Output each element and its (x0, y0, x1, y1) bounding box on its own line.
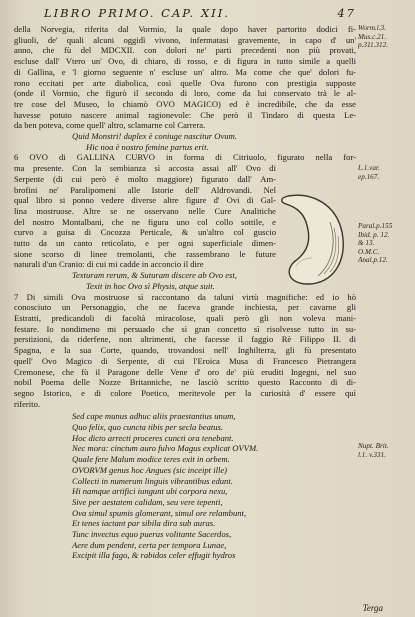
verse-line: Aere dum pendent, certa per tempora Lunae, (72, 539, 227, 550)
text-line: rono eccitati per arte diabolica, così quelle Ova furono con prestigia supposte (14, 77, 356, 88)
text-line: anno, che fù del MDCXII. con dolori ne' parti precedenti non più provati, (14, 45, 356, 56)
verse-line: Quo felix, quo cuncta tibis per secla beatus. (72, 422, 224, 433)
verse-line: Sed cape munus adhuc aliis praestantius unum, (72, 411, 236, 422)
text-line: 6 OVO di GALLINA CURVO in forma di Citriuolo, figurato nella for- (14, 152, 356, 163)
verse-line: Hi namque artifici iungunt ubi corpora nexu, (72, 486, 228, 497)
margin-note: Paral.p.155 Ibid. p. 12. & 13. O.M.C. Anal.p.12. (358, 222, 393, 264)
curved-egg-icon (272, 192, 350, 288)
text-line: di Gallina, e 'l giorno seguente n' escluse un' altro. Ma come che que' dolori fu- (14, 66, 356, 77)
text-line: da ben poteva, come quell' altro, sclamarne col Carrera. (14, 120, 206, 131)
text-line: del nostro Montalbani, che ne figura uno col collo sottile, e (14, 216, 276, 227)
text-line: Spagna, e la sua Corte, quando, trovandosi nell' Inghilterra, gli fù presentato (14, 345, 356, 356)
verse-line: Ova simul spumis glomerant, simul ore relambunt, (72, 507, 247, 518)
text-line: tre cose del Museo, lo chiamò OVO MAGICO) ed è incredibile, che da esse (14, 98, 356, 109)
running-header (44, 6, 356, 20)
page-number: 47 (337, 6, 356, 20)
verse-line: Nec mora: cinctum auro fulvo Magus explicat OVVM. (72, 443, 259, 454)
text-line: sione scorso di linee tremolanti, che rassembrano le future (14, 248, 276, 259)
text-line: brofini ne' Paralipomeni alle Istorie dell' Aldrovandi. Nel (14, 184, 276, 195)
verse-line: Excipit illa fago, & rabidos celer effugit hydros (72, 550, 236, 561)
verse-line: OVORVM genus hoc Angues (sic inceipt ille) (72, 464, 228, 475)
text-line: naturali d'un Cranio: di cui mi cadde in acconcio il dire (14, 259, 204, 270)
margin-note: L.1.var. ep.167. (358, 164, 380, 181)
catchword: Terga (362, 603, 383, 613)
verse-line: Quid Monstri! duplex è coniuge nascitur Ovum. (72, 131, 237, 142)
margin-note: Nupt. Brit. l.1. v.331. (358, 442, 389, 459)
text-line: Estratti, predicandoli di facoltà miracolose, quali però gli non voleva mani- (14, 312, 356, 323)
verse-line: Texit in hoc Ovo sì Physis, atque suit. (86, 280, 215, 291)
text-line: curvo a guisa di Cocozza Perticale, & un'altro col guscio (14, 227, 276, 238)
verse-line: Tunc invectus equo puerus volitante Sacerdos, (72, 529, 232, 540)
text-line: Cremonese, che fù il Paragone delle Vene d' oro de' più eruditi Ingegni, nel suo (14, 366, 356, 377)
verse-line: Texturam rerum, & Suturam discere ab Ovo est, (72, 270, 237, 281)
curved-egg-illustration (272, 192, 350, 292)
main-text (14, 24, 356, 561)
verse-line: Hoc dicto arrecti proceres cuncti ora tenebant. (72, 432, 234, 443)
text-line: qual libro si ponno vedere diverse altre figure d' Ovi di Gal- (14, 195, 276, 206)
text-line: conosciuto un Personaggio, che ne faceva grande inchiesta, per cavarne gli (14, 302, 356, 313)
text-line: gliuoli, de' quali alcuni oggidì vivono, infermatasi gravemente, in capo d' un' (14, 34, 356, 45)
text-line: tutto da un canto reticolato, e per ogni superficiale dimen- (14, 238, 276, 249)
running-title: LIBRO PRIMO. CAP. XII. (44, 6, 230, 20)
text-line: havesse potuto nascere animal ragionevole: Che però il Tindaro di questa Le- (14, 109, 356, 120)
text-line: festare. Io nondimeno mi persuado che sì gran concetto sì risolvesse tutto in su- (14, 323, 356, 334)
text-line: escluse dall' Vtero un' Ovo, di chiaro, di rosso, e di figura in tutto simile a quelli (14, 56, 356, 67)
text-line: 7 Di simili Ova mostruose sì raccontano da taluni virtù magnifiche: ed io hò (14, 291, 356, 302)
text-line: quell' Ovo Magico di Serpente, di cui l'Eroica Musa di Francesco Pietrangera (14, 355, 356, 366)
text-line: perstizioni, da riderfene, non altrimenti, che facesse il faggio Rè Filippo II. di (14, 334, 356, 345)
margin-note: Worm.l.3. Mus.c.21. p.311.312. (358, 24, 389, 49)
text-line: segno Istorico, e di colore Poetico, meritevole per la curiosità d' essere quì (14, 387, 356, 398)
text-line: della Norvegia, riferita dal Vormio, la quale dopo haver partorito dodici fi- (14, 24, 356, 34)
verse-line: Quale fere Malum modice teres exit in orbem. (72, 454, 230, 465)
verse-line: Sive per aestatem calidam, seu vere tepenti, (72, 496, 223, 507)
text-line: ma presente. Con la sembianza sì accosta assai all' Ovo di (14, 163, 276, 174)
verse-line: Collecti in numerum linguis vibrantibus edunt. (72, 475, 233, 486)
verse-line: Hic noa è nostro femine partus erit. (86, 141, 209, 152)
text-line: lina mostruose. Altre se ne osservano nelle Cure Analitiche (14, 205, 276, 216)
verse-line: Et tenes iactant par sibila dira sub auras. (72, 518, 216, 529)
text-line: riferito. (14, 398, 41, 409)
text-line: (onde il Vormio, che figurò il secondo di loro, come da lui conservato trà le al- (14, 88, 356, 99)
text-line: nobil Poema delle Nozze Britanniche, ne lasciò scritto questo Racconto di di- (14, 377, 356, 388)
text-line: Serpente (di cui però è molto maggiore) figurato dall' Am- (14, 173, 276, 184)
